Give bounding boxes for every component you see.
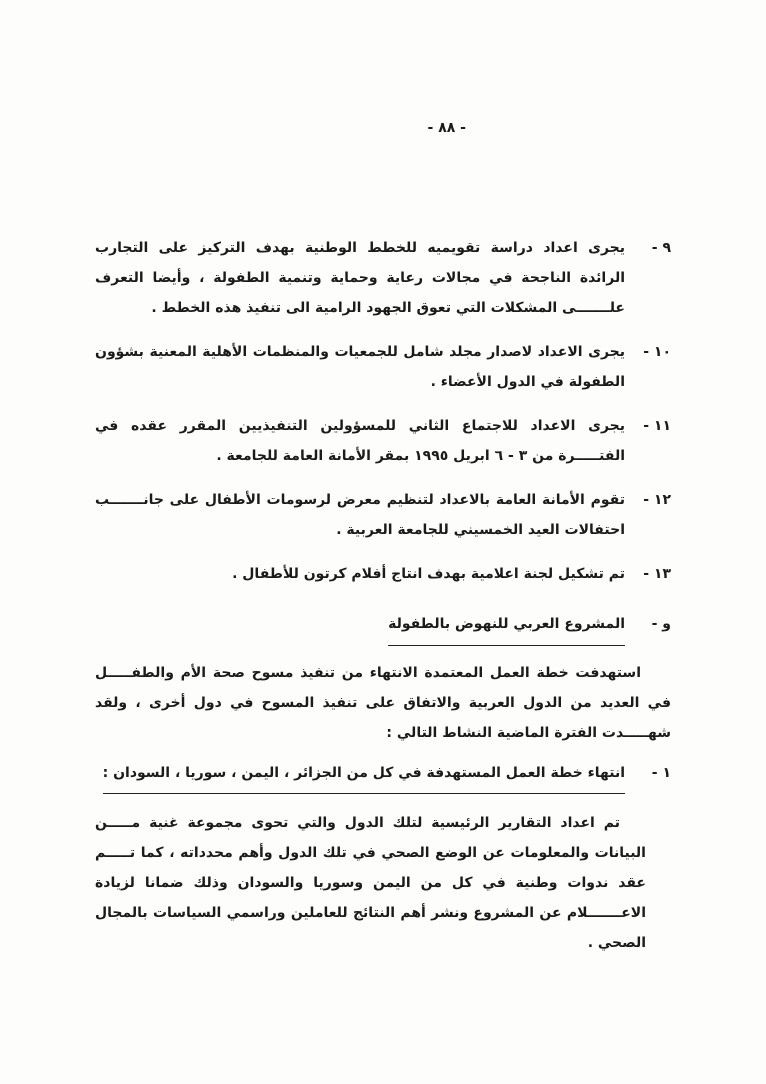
- detail-paragraph: تم اعداد التقارير الرئيسية لتلك الدول والتي تحوى مجموعة غنية مـــــن البيانات والمعلومات عن الوضع الصحي في تلك الدول وأهم محدداته ، كما تـــــم عقد ندوات وطنية في كل من اليمن وسوريا والسودان وذلك ضمانا لزيادة الاعـــــــلام عن المشروع ونشر أهم النتائج للعاملين وراسمي السياسات بالمجال الصحي .: [95, 815, 646, 951]
- list-item-text: يجرى اعداد دراسة تقويميه للخطط الوطنية بهدف التركيز على التجارب الرائدة الناجحة في مجالات رعاية وحماية وتنمية الطفولة ، وأيضا التعرف علـــــــى المشكلات التي تعوق الجهود الرامية الى تنفيذ هذه الخطط .: [95, 240, 625, 316]
- list-item-text: تقوم الأمانة العامة بالاعداد لتنظيم معرض لرسومات الأطفال على جانـــــــب احتفالات العيد الخمسيني للجامعة العربية .: [95, 492, 625, 538]
- list-item-text: يجرى الاعداد لاصدار مجلد شامل للجمعيات والمنظمات الأهلية المعنية بشؤون الطفولة في الدول الأعضاء .: [95, 344, 625, 390]
- list-item: [95, 411, 671, 471]
- list-item: [95, 485, 671, 545]
- section-title: المشروع العربي للنهوض بالطفولة: [388, 609, 625, 646]
- sub-list-item: [95, 758, 671, 794]
- list-item-text: تم تشكيل لجنة اعلامية بهدف انتاج أفلام كرتون للأطفال .: [232, 566, 625, 582]
- list-item-number: ١٢ -: [643, 492, 671, 508]
- list-item: [95, 559, 671, 589]
- sub-item-number: ١ -: [651, 765, 671, 781]
- section-marker: و -: [651, 616, 671, 632]
- section-intro-paragraph: استهدفت خطة العمل المعتمدة الانتهاء من تنفيذ مسوح صحة الأم والطفـــــل في العديد من الدول العربية والاتفاق على تنفيذ المسوح في دول أخرى ، ولقد شهـــــدت الفترة الماضية النشاط التالي :: [95, 665, 671, 741]
- list-item-number: ٩ -: [651, 240, 671, 256]
- section-heading: [95, 609, 671, 646]
- list-item-number: ١٣ -: [643, 566, 671, 582]
- document-content: [95, 233, 671, 958]
- list-item: [95, 337, 671, 397]
- list-item-number: ١٠ -: [643, 344, 671, 360]
- sub-item-text: انتهاء خطة العمل المستهدفة في كل من الجزائر ، اليمن ، سوريا ، السودان :: [103, 758, 625, 794]
- list-item-text: يجرى الاعداد للاجتماع الثاني للمسؤولين التنفيذيين المقرر عقده في الفتـــــرة من ٣ - ٦ ابريل ١٩٩٥ بمقر الأمانة العامة للجامعة .: [95, 418, 625, 464]
- list-item-number: ١١ -: [643, 418, 671, 434]
- page-number: - ٨٨ -: [427, 120, 466, 136]
- list-item: [95, 233, 671, 323]
